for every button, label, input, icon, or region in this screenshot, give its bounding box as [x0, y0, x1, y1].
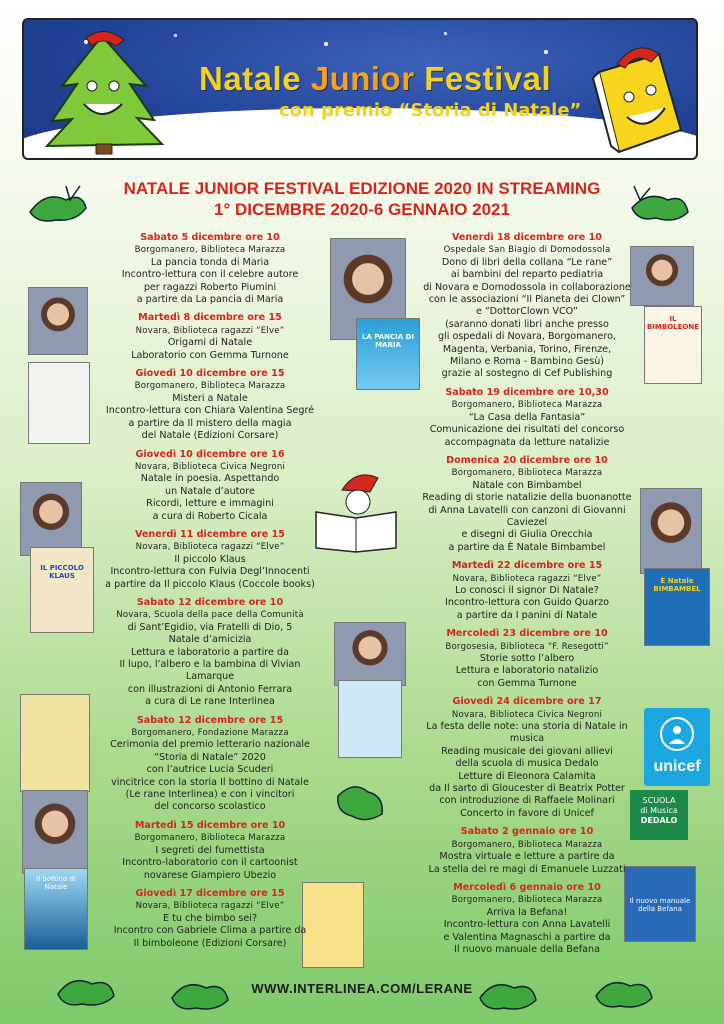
event-date: Mercoledì 23 dicembre ore 10: [446, 628, 608, 640]
event-description-line: e “DottorClown VCO”: [475, 306, 579, 318]
author-photo: [640, 488, 702, 574]
event-item: [410, 826, 644, 876]
event-item: [96, 597, 324, 709]
event-description-line: della scuola di musica Dedalo: [455, 758, 599, 770]
event-description-line: Il bimboleone (Edizioni Corsare): [133, 937, 287, 949]
event-item: [410, 628, 644, 690]
events-right-column: [410, 232, 644, 962]
event-description-line: con illustrazioni di Antonio Ferrara: [127, 683, 293, 695]
event-description-line: (saranno donati libri anche presso: [445, 318, 609, 330]
book-cover: [338, 680, 402, 758]
event-date: Sabato 12 dicembre ore 15: [136, 714, 284, 726]
smiling-book-icon: [589, 42, 689, 160]
event-description-line: a partire da Il piccolo Klaus (Coccole books): [105, 578, 315, 590]
unicef-logo: [644, 708, 710, 786]
header-banner: [22, 18, 698, 160]
event-description-line: Natale con Bimbambel: [472, 479, 582, 491]
event-description-line: a partire da È Natale Bimbambel: [448, 541, 606, 553]
event-venue: Borgomanero, Biblioteca Marazza: [451, 839, 603, 850]
event-description-line: Letture di Eleonora Calamita: [458, 770, 596, 782]
event-date: Sabato 2 gennaio ore 10: [460, 826, 594, 838]
event-description-line: del concorso scolastico: [154, 801, 266, 813]
frog-icon: [332, 776, 388, 826]
event-venue: Ospedale San Biagio di Domodossola: [443, 245, 611, 256]
event-date: Domenica 20 dicembre ore 10: [446, 454, 608, 466]
event-description-line: La pancia tonda di Maria: [150, 256, 270, 268]
event-description-line: Arriva la Befana!: [486, 906, 568, 918]
event-description-line: a partire da Il mistero della magia: [128, 417, 292, 429]
event-description-line: Incontro-laboratorio con il cartoonist: [122, 857, 298, 869]
event-description-line: Laboratorio con Gemma Turnone: [131, 349, 289, 361]
event-venue: Borgomanero, Biblioteca Marazza: [134, 833, 286, 844]
event-description-line: con l’autrice Lucia Scuderi: [146, 764, 274, 776]
event-item: [410, 455, 644, 554]
event-description-line: “Storia di Natale” 2020: [154, 751, 266, 763]
event-description-line: e Valentina Magnaschi a partire da: [443, 931, 611, 943]
event-description-line: vincitrice con la storia Il bottino di Natale: [111, 776, 309, 788]
event-date: Sabato 12 dicembre ore 10: [136, 596, 284, 608]
dedalo-line-1: SCUOLA: [642, 796, 676, 805]
event-description-line: con introduzione di Raffaele Molinari: [439, 795, 615, 807]
event-date: Giovedì 10 dicembre ore 15: [135, 368, 285, 380]
event-description-line: di Sant’Egidio, via Fratelli di Dio, 5: [127, 621, 293, 633]
festival-title: Natale Junior Festival: [199, 60, 552, 97]
event-description-line: Il lupo, l’albero e la bambina di Vivian Lamarque: [119, 659, 301, 683]
event-date: Sabato 5 dicembre ore 10: [140, 232, 280, 243]
event-venue: Borgomanero, Biblioteca Marazza: [134, 245, 286, 256]
author-photo: [22, 790, 88, 874]
event-description-line: Magenta, Verbania, Torino, Firenze,: [442, 343, 612, 355]
event-description-line: a cura di Roberto Cicala: [152, 510, 268, 522]
event-description-line: Reading musicale dei giovani allievi: [441, 745, 613, 757]
event-description-line: accompagnata da letture natalizie: [444, 436, 610, 448]
event-description-line: grazie al sostegno di Cef Publishing: [441, 368, 613, 380]
event-description-line: Incontro con Gabriele Clima a partire da: [113, 925, 307, 937]
event-description-line: La festa delle note: una storia di Natale in musica: [426, 721, 628, 745]
event-description-line: con Gemma Turnone: [477, 677, 577, 689]
book-cover: LA PANCIA DI MARIA: [356, 318, 420, 390]
event-description-line: Comunicazione dei risultati del concorso: [429, 424, 625, 436]
event-description-line: a cura di Le rane Interlinea: [145, 696, 275, 708]
event-date: Giovedì 10 dicembre ore 16: [135, 448, 285, 460]
book-cover: [20, 694, 90, 792]
event-description-line: gli ospedali di Novara, Borgomanero,: [437, 331, 617, 343]
book-cover: [28, 362, 90, 444]
heading-line-2: 1° DICEMBRE 2020-6 GENNAIO 2021: [214, 200, 510, 219]
book-cover: IL BIMBOLEONE: [644, 306, 702, 384]
event-description-line: Lettura e laboratorio a partire da: [131, 646, 289, 658]
festival-subtitle: con premio “Storia di Natale”: [279, 100, 582, 121]
frog-icon: [26, 182, 90, 226]
heading-line-1: NATALE JUNIOR FESTIVAL EDIZIONE 2020 IN STREAMING: [123, 179, 601, 198]
event-venue: Novara, Biblioteca ragazzi “Elve”: [135, 901, 285, 912]
event-date: Giovedì 17 dicembre ore 15: [135, 887, 285, 899]
event-item: [96, 715, 324, 814]
event-item: [410, 232, 644, 381]
frog-icon: [628, 182, 692, 226]
event-description-line: a partire da La pancia di Maria: [136, 294, 284, 306]
book-cover: IL PICCOLO KLAUS: [30, 547, 94, 633]
event-item: [410, 882, 644, 956]
event-description-line: Origami di Natale: [167, 337, 253, 349]
event-description-line: Il nuovo manuale della Befana: [453, 943, 600, 955]
event-item: [96, 449, 324, 523]
dedalo-line-2: di Musica: [640, 806, 678, 815]
event-description-line: I segreti del fumettista: [155, 844, 265, 856]
events-left-column: [96, 232, 324, 956]
event-item: [410, 387, 644, 449]
unicef-text: unicef: [653, 758, 701, 775]
event-item: [96, 312, 324, 362]
event-description-line: di Novara e Domodossola in collaborazione: [423, 281, 631, 293]
event-venue: Novara, Scuola della pace della Comunità: [116, 610, 304, 621]
book-cover: Il nuovo manuale della Befana: [624, 866, 696, 942]
author-photo: [28, 287, 88, 355]
event-venue: Novara, Biblioteca ragazzi “Elve”: [452, 573, 602, 584]
event-venue: Borgosesia, Biblioteca “F. Resegotti”: [445, 641, 609, 652]
event-description-line: Natale d’amicizia: [168, 634, 252, 646]
event-date: Venerdì 11 dicembre ore 15: [135, 528, 285, 540]
event-date: Martedì 15 dicembre ore 10: [134, 819, 286, 831]
event-description-line: con le associazioni “Il Pianeta dei Clown”: [428, 294, 626, 306]
event-description-line: La stella dei re magi di Emanuele Luzzati: [428, 863, 626, 875]
event-description-line: Incontro-lettura con Chiara Valentina Segré: [105, 405, 315, 417]
event-description-line: e disegni di Giulia Orecchia: [461, 529, 593, 541]
event-description-line: a partire da I panini di Natale: [456, 609, 598, 621]
event-item: [410, 696, 644, 820]
event-description-line: “La Casa della Fantasia”: [468, 411, 586, 423]
event-description-line: Ricordi, letture e immagini: [146, 498, 274, 510]
event-description-line: E tu che bimbo sei?: [162, 912, 258, 924]
event-description-line: Natale in poesia. Aspettando: [140, 473, 280, 485]
event-venue: Novara, Biblioteca ragazzi “Elve”: [135, 542, 285, 553]
author-photo: [20, 482, 82, 556]
event-date: Mercoledì 6 gennaio ore 10: [453, 881, 601, 893]
book-cover: È Natale BIMBAMBEL: [644, 568, 710, 646]
event-description-line: Concerto in favore di Unicef: [460, 807, 594, 819]
website-link[interactable]: WWW.INTERLINEA.COM/LERANE: [251, 981, 473, 996]
event-description-line: un Natale d’autore: [165, 485, 255, 497]
event-description-line: di Anna Lavatelli con canzoni di Giovanni Caviezel: [428, 504, 626, 528]
unicef-emblem-icon: [657, 714, 697, 754]
event-description-line: Lettura e laboratorio natalizio: [455, 665, 599, 677]
event-date: Venerdì 18 dicembre ore 10: [452, 232, 602, 243]
event-date: Sabato 19 dicembre ore 10,30: [445, 386, 609, 398]
event-description-line: (Le rane Interlinea) e con i vincitori: [125, 789, 295, 801]
event-description-line: del Natale (Edizioni Corsare): [141, 430, 279, 442]
event-description-line: Milano e Roma - Bambino Gesù): [449, 356, 605, 368]
event-description-line: Il piccolo Klaus: [174, 553, 246, 565]
event-venue: Borgomanero, Biblioteca Marazza: [134, 381, 286, 392]
event-description-line: per ragazzi Roberto Piumini: [143, 281, 277, 293]
event-venue: Novara, Biblioteca ragazzi “Elve”: [135, 325, 285, 336]
event-venue: Borgomanero, Fondazione Marazza: [131, 728, 289, 739]
event-item: [96, 529, 324, 591]
event-date: Martedì 8 dicembre ore 15: [138, 312, 282, 324]
event-venue: Borgomanero, Biblioteca Marazza: [451, 468, 603, 479]
event-item: [96, 820, 324, 882]
author-photo: [334, 622, 406, 686]
event-description-line: Incontro-lettura con Guido Quarzo: [444, 597, 609, 609]
event-venue: Novara, Biblioteca Civica Negroni: [451, 709, 603, 720]
event-description-line: Mostra virtuale e letture a partire da: [439, 851, 615, 863]
event-item: [96, 368, 324, 442]
event-description-line: novarese Giampiero Ubezio: [143, 869, 277, 881]
event-item: [96, 232, 324, 306]
event-venue: Borgomanero, Biblioteca Marazza: [451, 895, 603, 906]
event-venue: Borgomanero, Biblioteca Marazza: [451, 400, 603, 411]
reading-elf-icon: [312, 468, 402, 554]
book-cover: Il bottino di Natale: [24, 868, 88, 950]
event-description-line: Misteri a Natale: [172, 392, 248, 404]
christmas-tree-icon: [42, 26, 172, 156]
festival-heading: [0, 178, 724, 220]
event-description-line: Incontro-lettura con Fulvia Degl’Innocenti: [110, 566, 310, 578]
event-description-line: da Il sarto di Gloucester di Beatrix Potter: [429, 783, 625, 795]
event-item: [96, 888, 324, 950]
event-item: [410, 560, 644, 622]
event-description-line: Storie sotto l’albero: [479, 653, 575, 664]
event-description-line: Incontro-lettura con Anna Lavatelli: [443, 919, 611, 931]
event-description-line: Cerimonia del premio letterario nazionale: [110, 739, 310, 751]
event-date: Martedì 22 dicembre ore 15: [451, 560, 603, 572]
event-description-line: Incontro-lettura con il celebre autore: [121, 269, 299, 281]
event-description-line: ai bambini del reparto pediatria: [450, 269, 604, 281]
event-date: Giovedì 24 dicembre ore 17: [452, 696, 602, 708]
event-venue: Novara, Biblioteca Civica Negroni: [134, 461, 286, 472]
event-description-line: Dono di libri della collana “Le rane”: [441, 256, 613, 268]
dedalo-line-3: DEDALO: [640, 816, 678, 825]
event-description-line: Lo conosci il signor Di Natale?: [455, 584, 599, 596]
event-description-line: Reading di storie natalizie della buonanotte: [422, 492, 632, 504]
